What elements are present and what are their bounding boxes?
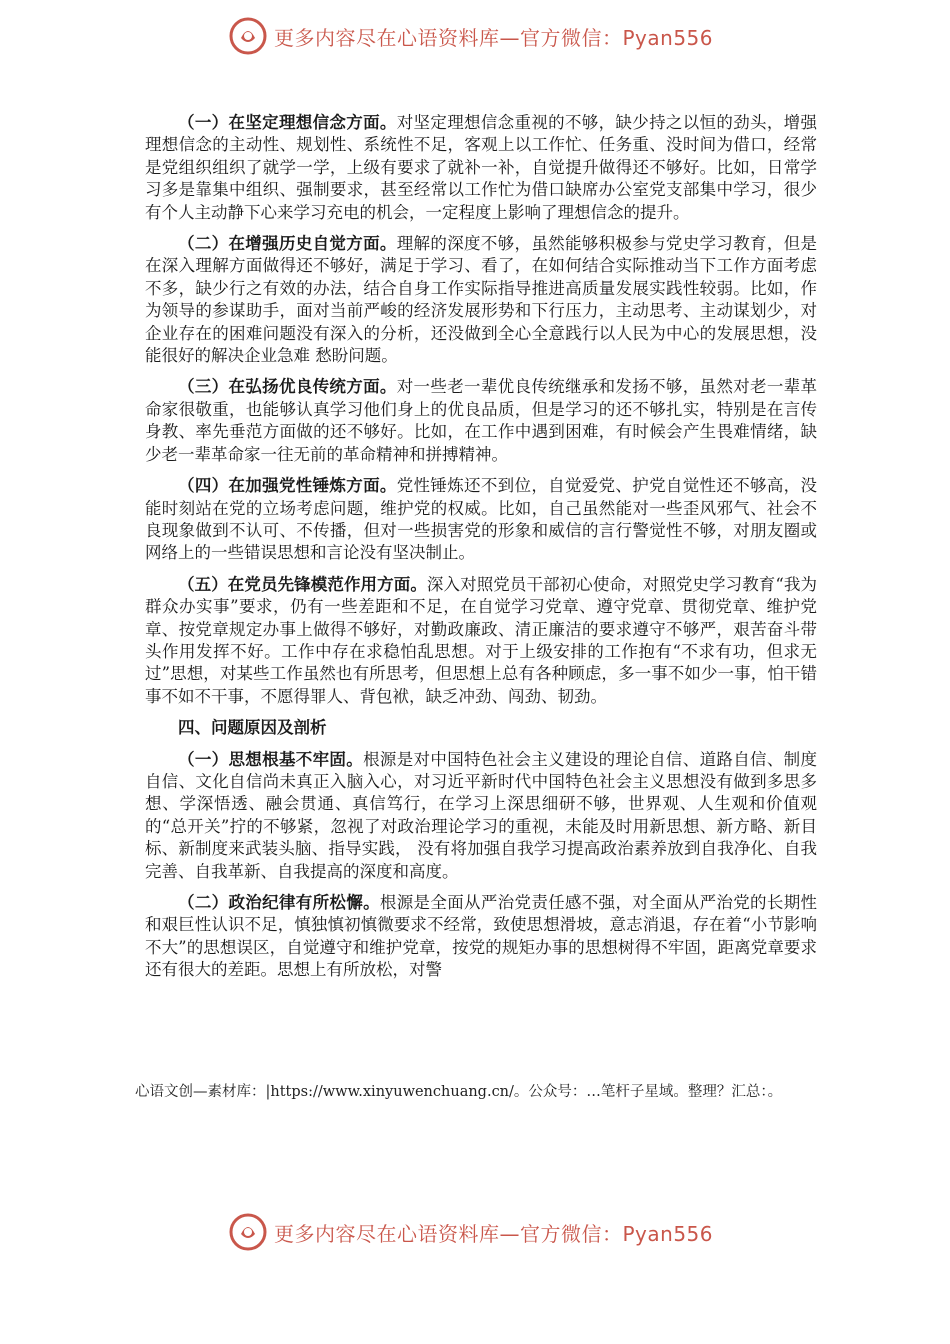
paragraph-1-body: 对坚定理想信念重视的不够，缺少持之以恒的劲头，增强理想信念的主动性、规划性、系统性不足，客观上以工作忙、任务重、没时间为借口，经常是党组织组织了就学一学，上级有要求了就补一补，自觉提升做得还不够好。比如，日常学习多是靠集中组织、强制要求，甚至经常以工作忙为借口缺席办公室党支部集中学习，很少有个人主动静下心来学习充电的机会，一定程度上影响了理想信念的提升。 — [145, 113, 818, 222]
paragraph-1-title: （一）在坚定理想信念方面。 — [178, 113, 397, 132]
section-heading: 四、问题原因及剖析 — [178, 718, 327, 738]
paragraph-4 — [145, 475, 817, 565]
footer-note: 心语文创—素材库：|https://www.xinyuwenchuang.cn/。公众号：…笔杆子星域。整理？汇总：。 — [135, 1084, 783, 1100]
paragraph-1 — [145, 112, 817, 224]
paragraph-5 — [145, 574, 817, 708]
paragraph-3 — [145, 376, 817, 466]
analysis-2-body: 根源是全面从严治党责任感不强，对全面从严治党的长期性和艰巨性认识不足，慎独慎初慎微要求不经常，致使思想滑坡，意志消退，存在着“小节影响不大”的思想误区，自觉遵守和维护党章，按党的规矩办事的思想树得不牢固，距离党章要求还有很大的差距。思想上有所放松，对警 — [145, 893, 818, 980]
paragraph-4-title: （四）在加强党性锤炼方面。 — [178, 476, 397, 496]
analysis-paragraph-2 — [145, 892, 817, 982]
brand-logo-icon — [228, 16, 268, 56]
header-banner — [228, 14, 713, 58]
header-banner-text: 更多内容尽在心语资料库—官方微信：Pyan556 — [274, 25, 714, 50]
paragraph-4-body: 党性锤炼还不到位，自觉爱党、护党自觉性还不够高，没能时刻站在党的立场考虑问题，维护党的权威。比如，自己虽然能对一些歪风邪气、社会不良现象做到不认可、不传播，但对一些损害党的形象和威信的言行警觉性不够，对朋友圈或网络上的一些错误思想和言论没有坚决制止。 — [145, 476, 818, 563]
analysis-1-title: （一）思想根基不牢固。 — [178, 749, 364, 769]
footer-banner-text: 更多内容尽在心语资料库—官方微信：Pyan556 — [274, 1221, 714, 1246]
footer-banner — [228, 1210, 713, 1254]
paragraph-5-body: 深入对照党员干部初心使命，对照党史学习教育“我为群众办实事”要求，仍有一些差距和不足，在自觉学习党章、遵守党章、贯彻党章、维护党章、按党章规定办事上做得不够好，对勤政廉政、清正廉洁的要求遵守不够严，艰苦奋斗带头作用发挥不好。工作中存在求稳怕乱思想。对于上级安排的工作抱有“不求有功，但求无过”思想，对某些工作虽然也有所思考，但思想上总有各种顾虑，多一事不如少一事，怕干错事不如不干事，不愿得罪人、背包袱，缺乏冲劲、闯劲、韧劲。 — [145, 574, 817, 706]
paragraph-2 — [145, 233, 817, 367]
brand-logo-icon — [228, 1212, 268, 1252]
paragraph-5-title: （五）在党员先锋模范作用方面。 — [178, 574, 427, 594]
paragraph-3-title: （三）在弘扬优良传统方面。 — [178, 377, 397, 397]
paragraph-2-title: （二）在增强历史自觉方面。 — [178, 234, 397, 254]
analysis-1-body: 根源是对中国特色社会主义建设的理论自信、道路自信、制度自信、文化自信尚未真正入脑入心，对习近平新时代中国特色社会主义思想没有做到多思多想、学深悟透、融会贯通、真信笃行，在学习上深思细研不够，世界观、人生观和价值观的“总开关”拧的不够紧，忽视了对政治理论学习的重视，未能及时用新思想、新方略、新目标、新制度来武装头脑、指导实践， 没有将加强自我学习提高政治素养放到自我净化、自我完善、自我革新、自我提高的深度和高度。 — [145, 749, 818, 881]
analysis-2-title: （二）政治纪律有所松懈。 — [178, 893, 380, 912]
analysis-paragraph-1 — [145, 749, 817, 883]
document-body — [145, 112, 817, 991]
paragraph-2-body: 理解的深度不够，虽然能够积极参与党史学习教育，但是在深入理解方面做得还不够好，满足于学习、看了，在如何结合实际推动当下工作方面考虑不多，缺少行之有效的办法，结合自身工作实际指导推进高质量发展实践性较弱。比如，作为领导的参谋助手，面对当前严峻的经济发展形势和下行压力，主动思考、主动谋划少，对企业存在的困难问题没有深入的分析，还没做到全心全意践行以人民为中心的发展思想，没能很好的解决企业急难 愁盼问题。 — [145, 234, 818, 366]
paragraph-3-body: 对一些老一辈优良传统继承和发扬不够，虽然对老一辈革命家很敬重，也能够认真学习他们身上的优良品质，但是学习的还不够扎实，特别是在言传身教、率先垂范方面做的还不够好。比如，在工作中遇到困难，有时候会产生畏难情绪，缺少老一辈革命家一往无前的革命精神和拼搏精神。 — [145, 377, 818, 464]
